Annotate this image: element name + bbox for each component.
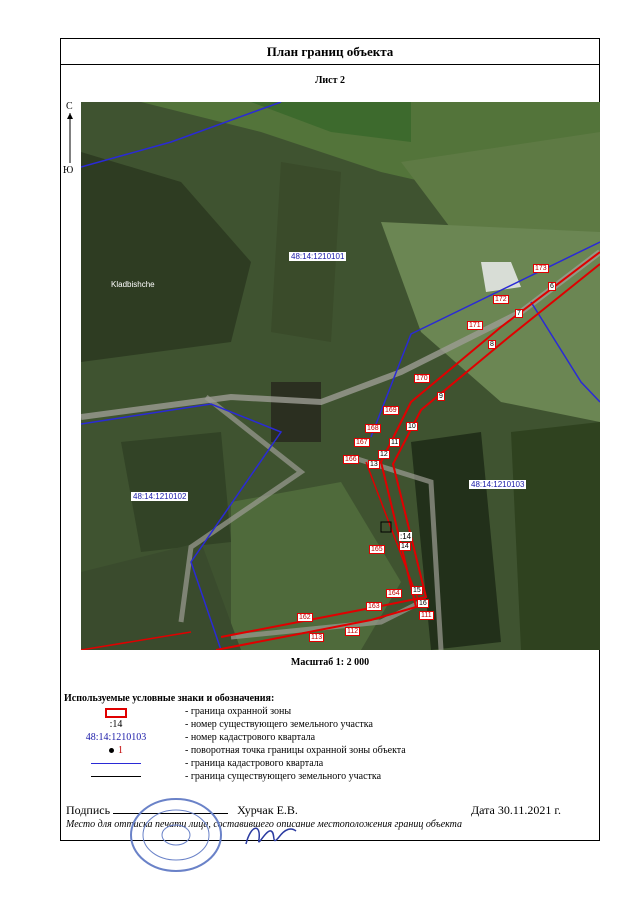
turning-point-label: 167 bbox=[356, 439, 368, 446]
turning-point-label: 168 bbox=[367, 425, 379, 432]
turning-point-label: 163 bbox=[368, 603, 380, 610]
turning-point-label: 172 bbox=[495, 296, 507, 303]
blue-line-symbol bbox=[91, 763, 141, 764]
black-line-symbol bbox=[91, 776, 141, 777]
zone-point-label: 9 bbox=[439, 393, 443, 400]
place-label: Kladbishche bbox=[111, 280, 155, 289]
turning-point-label: 171 bbox=[469, 322, 481, 329]
legend-symbol: 1 bbox=[118, 745, 123, 756]
legend-text: - граница существующего земельного участка bbox=[185, 771, 382, 782]
arrow-icon bbox=[67, 113, 73, 163]
legend-text: - номер существующего земельного участка bbox=[185, 719, 373, 730]
north-label: С bbox=[66, 101, 73, 112]
turning-point-label: 164 bbox=[388, 590, 400, 597]
turning-point-label: 169 bbox=[385, 407, 397, 414]
stamp-note: Место для оттиска печати лица, составившего описание местоположения границ объекта bbox=[66, 819, 463, 830]
turning-point-label: 112 bbox=[347, 628, 359, 635]
page-title: План границ объекта bbox=[61, 39, 599, 65]
signature-label: Подпись bbox=[66, 803, 111, 817]
legend-symbol: 48:14:1210103 bbox=[85, 732, 147, 743]
legend-item-parcel-number bbox=[61, 719, 601, 731]
cadastral-block-label: 48:14:1210103 bbox=[471, 480, 525, 489]
north-arrow bbox=[63, 101, 79, 181]
legend-text: - граница кадастрового квартала bbox=[185, 758, 324, 769]
turning-point-label: 166 bbox=[345, 456, 357, 463]
zone-point-label: 14 bbox=[401, 543, 409, 550]
legend-item-turning-point bbox=[61, 745, 601, 757]
turning-point-label: 111 bbox=[421, 612, 432, 619]
zone-point-label: 8 bbox=[490, 341, 494, 348]
legend-text: - номер кадастрового квартала bbox=[185, 732, 316, 743]
document-frame bbox=[60, 38, 600, 841]
cadastral-block-label: 48:14:1210102 bbox=[133, 492, 187, 501]
signer-name: Хурчак Е.В. bbox=[237, 803, 298, 817]
zone-point-label: 11 bbox=[391, 439, 399, 446]
signature-date: Дата 30.11.2021 г. bbox=[470, 803, 561, 817]
turning-point-label: 173 bbox=[535, 265, 547, 272]
legend-text: - граница охранной зоны bbox=[185, 706, 292, 717]
official-seal-icon bbox=[126, 795, 226, 875]
legend-symbol: :14 bbox=[109, 719, 123, 730]
zone-point-label: 6 bbox=[550, 283, 554, 290]
legend-item-block-number bbox=[61, 732, 601, 744]
satellite-map bbox=[81, 102, 600, 650]
legend-item-block-boundary bbox=[61, 758, 601, 770]
zone-point-label: 10 bbox=[408, 423, 416, 430]
turning-point-label: 170 bbox=[416, 375, 428, 382]
turning-point-label: 162 bbox=[299, 614, 311, 621]
zone-point-label: 13 bbox=[370, 461, 378, 468]
zone-point-label: 15 bbox=[413, 587, 421, 594]
south-label: Ю bbox=[63, 165, 74, 176]
map-scale: Масштаб 1: 2 000 bbox=[290, 657, 370, 668]
point-dot-icon bbox=[109, 748, 114, 753]
zone-point-label: 7 bbox=[517, 310, 521, 317]
zone-point-label: 12 bbox=[380, 451, 388, 458]
parcel-label: :14 bbox=[400, 532, 412, 541]
legend-item-parcel-boundary bbox=[61, 771, 601, 783]
legend-title: Используемые условные знаки и обозначения: bbox=[64, 693, 275, 704]
zone-point-label: 16 bbox=[419, 600, 427, 607]
cadastral-block-label: 48:14:1210101 bbox=[291, 252, 345, 261]
sheet-number: Лист 2 bbox=[314, 75, 346, 86]
turning-point-label: 113 bbox=[311, 634, 323, 641]
map-view[interactable] bbox=[81, 102, 600, 650]
handwritten-signature bbox=[241, 819, 301, 854]
zone-boundary-symbol bbox=[105, 708, 127, 718]
legend-item-zone bbox=[61, 706, 601, 718]
turning-point-label: 165 bbox=[371, 546, 383, 553]
legend-text: - поворотная точка границы охранной зоны объекта bbox=[185, 745, 406, 756]
